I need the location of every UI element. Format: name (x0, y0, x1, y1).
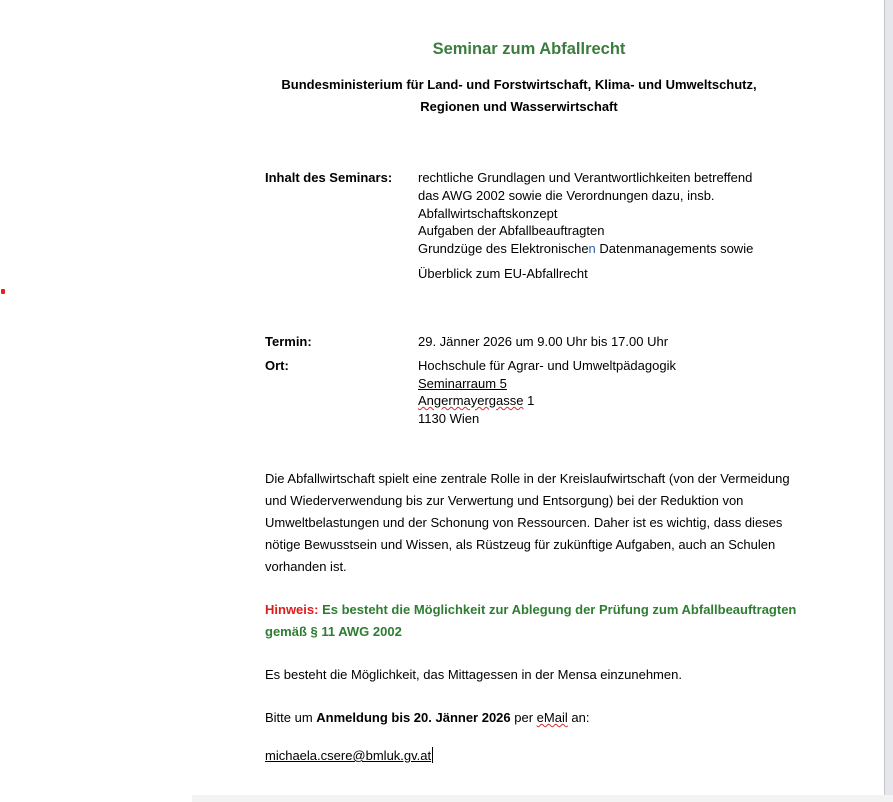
spellcheck-word[interactable]: Angermayergasse (418, 393, 524, 408)
house-number: 1 (523, 393, 535, 408)
content-line-5-b: n (588, 241, 596, 256)
email-link[interactable] (265, 747, 433, 763)
intro-paragraph: Die Abfallwirtschaft spielt eine zentrale Rolle in der Kreislaufwirtschaft (von der Vermeidung und Wiederverwendung bis zur Verwertung und Entsorgung) bei der Reduktion von Umweltbelastungen und der Schonung von Ressourcen. Daher ist es wichtig, dass dieses nötige Bewusstsein und Wissen, als Rüstzeug für zukünftige Aufgaben, auch an Schulen vorhanden ist. (265, 471, 790, 574)
revision-marker (1, 289, 5, 294)
note-label: Hinweis: (265, 602, 319, 617)
registration-deadline: Anmeldung bis 20. Jänner 2026 (316, 710, 511, 725)
location-label: Ort: (265, 358, 289, 373)
content-line-5-c: Datenmanagements sowie (595, 241, 754, 256)
email-text[interactable]: michaela.csere@bmluk.gv.at (265, 748, 432, 763)
registration-prefix: Bitte um (265, 710, 317, 725)
content-line-5-a: Grundzüge des Elektronische (418, 241, 589, 256)
lunch-paragraph: Es besteht die Möglichkeit, das Mittagessen in der Mensa einzunehmen. (265, 667, 682, 682)
registration-suffix: an: (567, 710, 590, 725)
registration-paragraph (265, 707, 805, 729)
organizer-line-1: Bundesministerium für Land- und Forstwirtschaft, Klima- und Umweltschutz, (281, 77, 757, 92)
text-cursor (432, 747, 433, 763)
content-line-1: rechtliche Grundlagen und Verantwortlichkeiten betreffend (418, 170, 753, 185)
content-label: Inhalt des Seminars: (265, 170, 393, 185)
document-title: Seminar zum Abfallrecht (432, 40, 626, 58)
location-line-3 (418, 393, 534, 408)
organizer-line-2: Regionen und Wasserwirtschaft (420, 99, 618, 114)
note-paragraph (265, 599, 805, 643)
content-line-5 (418, 241, 753, 256)
location-line-2: Seminarraum 5 (418, 376, 507, 391)
date-value: 29. Jänner 2026 um 9.00 Uhr bis 17.00 Uhr (418, 334, 669, 349)
spellcheck-word[interactable]: eMail (536, 710, 568, 725)
registration-middle: per (510, 710, 537, 725)
horizontal-scrollbar[interactable] (192, 795, 893, 802)
content-line-2: das AWG 2002 sowie die Verordnungen dazu, insb. (418, 188, 715, 203)
vertical-scrollbar[interactable] (884, 0, 893, 795)
note-text: Es besteht die Möglichkeit zur Ablegung der Prüfung zum Abfallbeauftragten gemäß § 11 AWG 2002 (265, 602, 797, 639)
location-line-4: 1130 Wien (418, 411, 480, 426)
date-label: Termin: (265, 334, 312, 349)
content-line-3: Abfallwirtschaftskonzept (418, 206, 558, 221)
content-line-6: Überblick zum EU-Abfallrecht (418, 266, 588, 281)
content-line-4: Aufgaben der Abfallbeauftragten (418, 223, 605, 238)
location-line-1: Hochschule für Agrar- und Umweltpädagogik (418, 358, 676, 373)
